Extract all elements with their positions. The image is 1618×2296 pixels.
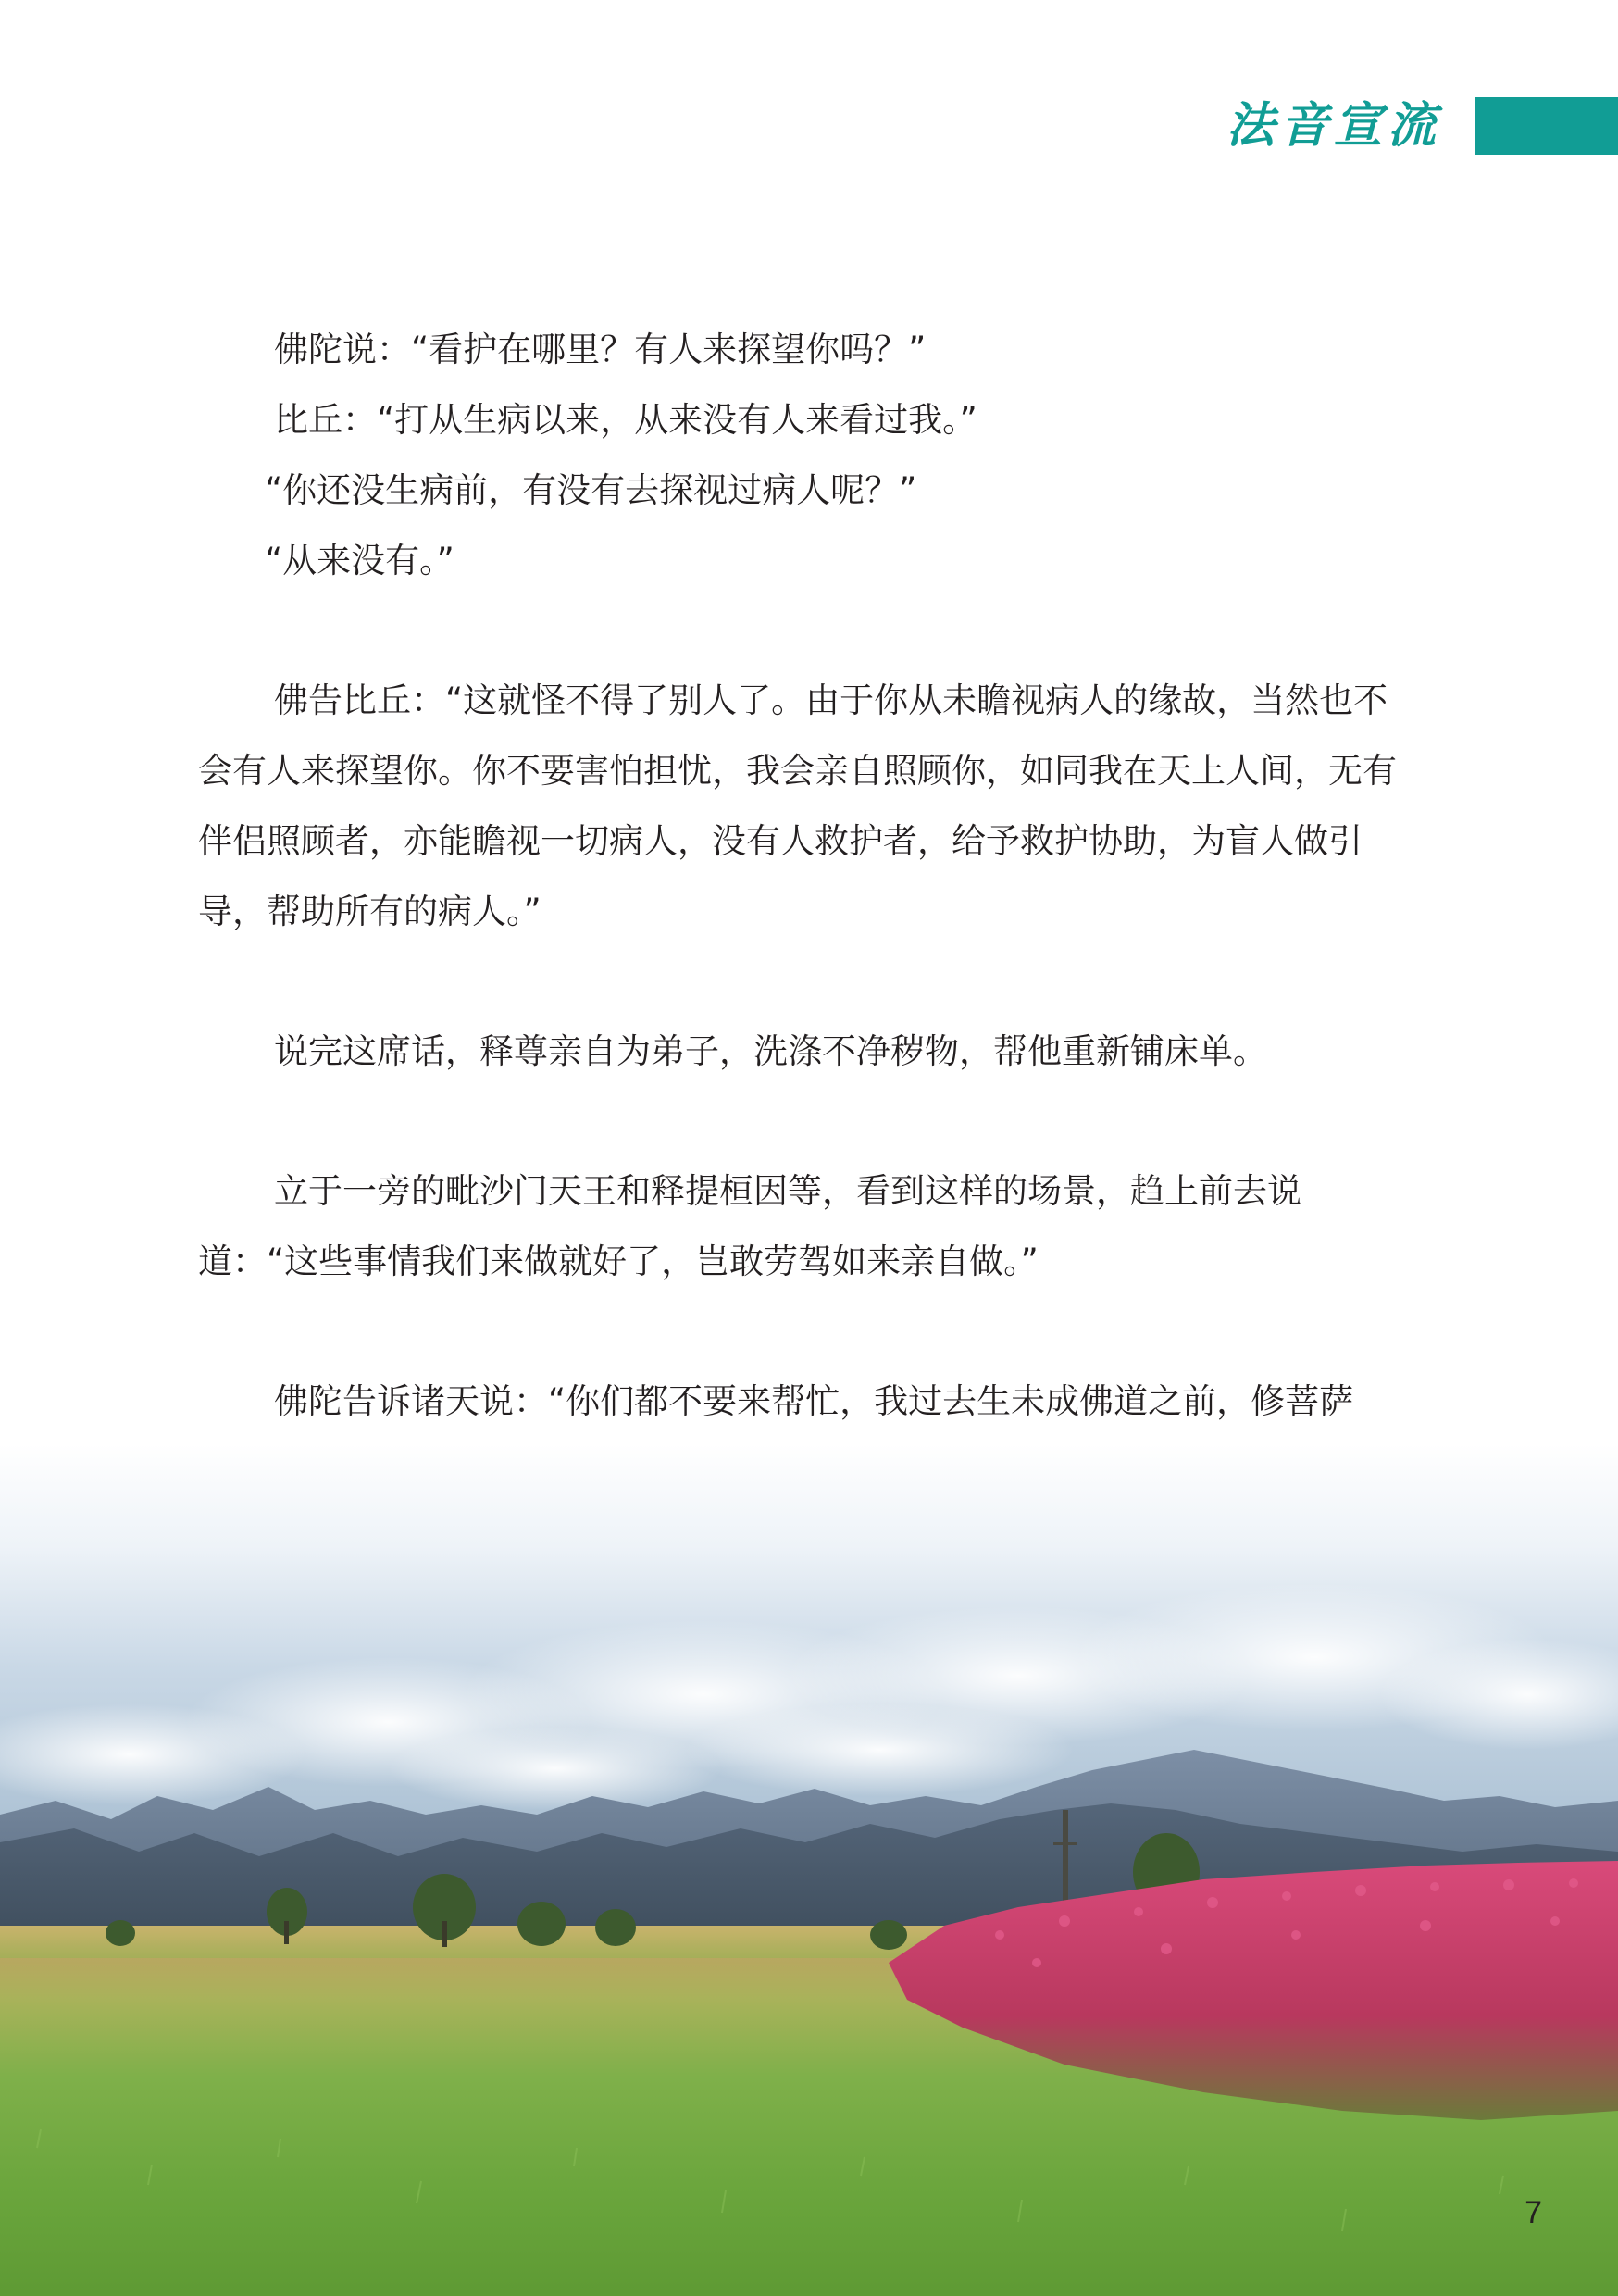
paragraph: 立于一旁的毗沙门天王和释提桓因等，看到这样的场景，趋上前去说道：“这些事情我们来做就好了，岂敢劳驾如来亲自做。” <box>198 1171 1301 1281</box>
paragraph: 佛陀告诉诸天说：“你们都不要来帮忙，我过去生未成佛道之前，修菩萨 <box>274 1381 1354 1421</box>
paragraph: 佛告比丘：“这就怪不得了别人了。由于你从未瞻视病人的缘故，当然也不会有人来探望你。你不要害怕担忧，我会亲自照顾你，如同我在天上人间，无有伴侣照顾者，亦能瞻视一切病人，没有人救护者，给予救护协助，为盲人做引导，帮助所有的病人。” <box>198 680 1397 931</box>
dialog-line: 佛陀说：“看护在哪里？有人来探望你吗？” <box>274 330 927 369</box>
dialog-line: “你还没生病前，有没有去探视过病人呢？” <box>265 470 917 510</box>
dialog-line: “从来没有。” <box>265 541 454 580</box>
section-title: 法音宣流 <box>1226 98 1441 154</box>
paragraph: 说完这席话，释尊亲自为弟子，洗涤不净秽物，帮他重新铺床单。 <box>274 1031 1267 1071</box>
article-body <box>198 315 1420 1578</box>
page-number: 7 <box>1525 2195 1542 2230</box>
landscape-image <box>0 1444 1618 2296</box>
page-header <box>1226 97 1618 155</box>
header-accent-bar <box>1475 97 1618 155</box>
dialog-line: 比丘：“打从生病以来，从来没有人来看过我。” <box>274 400 977 440</box>
landscape-illustration <box>0 1444 1618 2296</box>
